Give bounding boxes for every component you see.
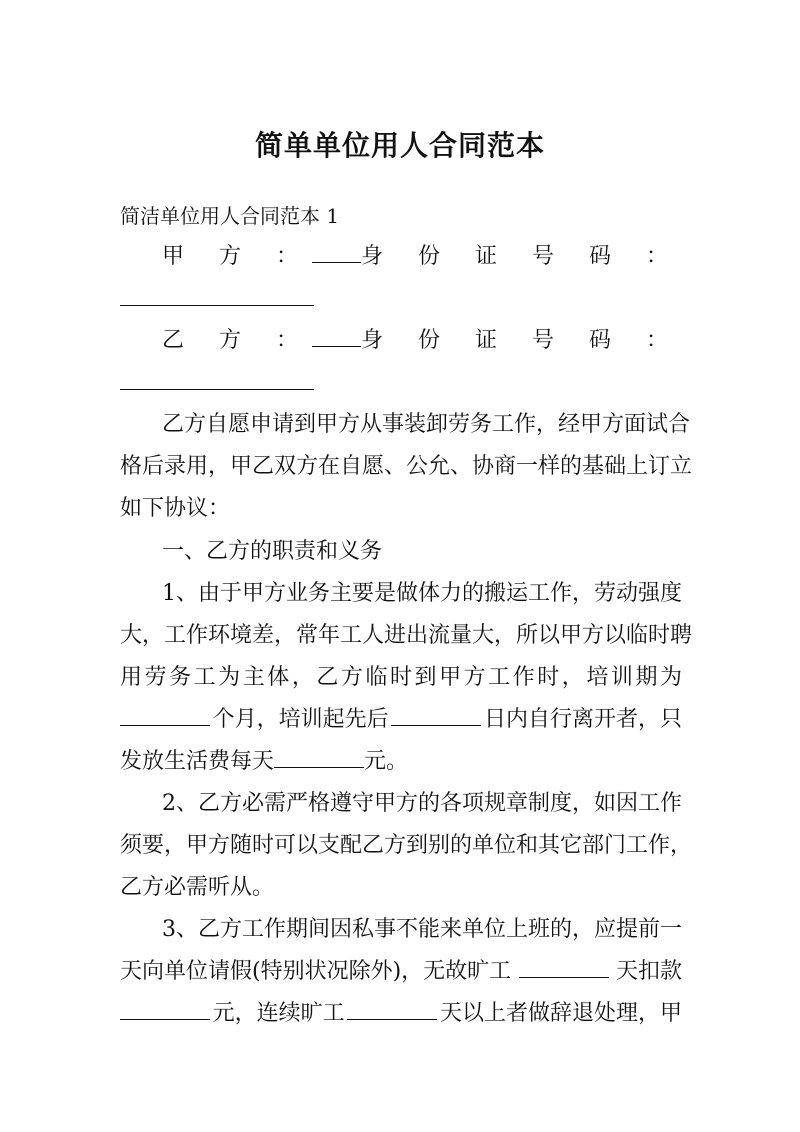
item-3-line-3 <box>120 999 682 1029</box>
document-subtitle: 简洁单位用人合同范本 1 <box>120 204 340 228</box>
deduction-amount-blank <box>120 999 210 1020</box>
intro-line-1: 乙方自愿申请到甲方从事装卸劳务工作，经甲方面试合 <box>162 412 691 437</box>
party-a-row <box>162 242 682 272</box>
item-3-line-3b: 天以上者做辞退处理，甲 <box>439 1001 682 1026</box>
item-3-line-2a: 天向单位请假(特别状况除外)，无故旷工 <box>120 959 512 984</box>
item-1-line-3: 用劳务工为主体，乙方临时到甲方工作时，培训期为 <box>120 665 682 690</box>
item-1-line-5a: 发放生活费每天 <box>120 749 275 774</box>
party-b-label: 乙 方 ： <box>162 328 312 353</box>
item-3-line-1: 3、乙方工作期间因私事不能来单位上班的，应提前一 <box>162 917 682 942</box>
party-b-id-blank <box>120 389 314 390</box>
intro-line-3: 如下协议： <box>120 496 231 521</box>
item-2-line-1: 2、乙方必需严格遵守甲方的各项规章制度，如因工作 <box>162 791 682 816</box>
item-1-line-5b: 元。 <box>364 749 409 774</box>
consecutive-absence-blank <box>347 999 437 1020</box>
leave-days-blank <box>391 705 481 726</box>
training-months-blank <box>120 705 210 726</box>
item-1-line-2: 大，工作环境差，常年工人进出流量大，所以甲方以临时聘 <box>120 623 693 648</box>
party-a-id-label: 身 份 证 号 码 ： <box>361 244 682 269</box>
section-1-heading: 一、乙方的职责和义务 <box>162 539 383 564</box>
item-2-line-3: 乙方必需听从。 <box>120 875 275 900</box>
party-a-id-blank <box>120 305 314 306</box>
item-1-line-5 <box>120 747 682 777</box>
item-3-line-2b: 天扣款 <box>615 959 682 984</box>
item-2-line-2: 须要，甲方随时可以支配乙方到别的单位和其它部门工作， <box>120 833 693 858</box>
party-b-name-blank <box>312 326 361 347</box>
intro-line-2: 格后录用，甲乙双方在自愿、公允、协商一样的基础上订立 <box>120 454 693 479</box>
item-1-line-4b: 日内自行离开者，只 <box>483 707 682 732</box>
item-1-line-4a: 个月，培训起先后 <box>212 707 389 732</box>
document-title: 简单单位用人合同范本 <box>254 129 545 162</box>
item-1-line-1: 1、由于甲方业务主要是做体力的搬运工作，劳动强度 <box>162 581 682 606</box>
item-3-line-3a: 元，连续旷工 <box>212 1001 345 1026</box>
party-b-id-label: 身 份 证 号 码 ： <box>361 328 682 353</box>
party-b-row <box>162 326 682 356</box>
party-a-name-blank <box>312 242 361 263</box>
absence-days-blank <box>519 957 609 978</box>
item-1-line-4 <box>120 705 682 735</box>
daily-allowance-blank <box>274 747 364 768</box>
item-3-line-2 <box>120 957 682 987</box>
party-a-label: 甲 方 ： <box>162 244 312 269</box>
